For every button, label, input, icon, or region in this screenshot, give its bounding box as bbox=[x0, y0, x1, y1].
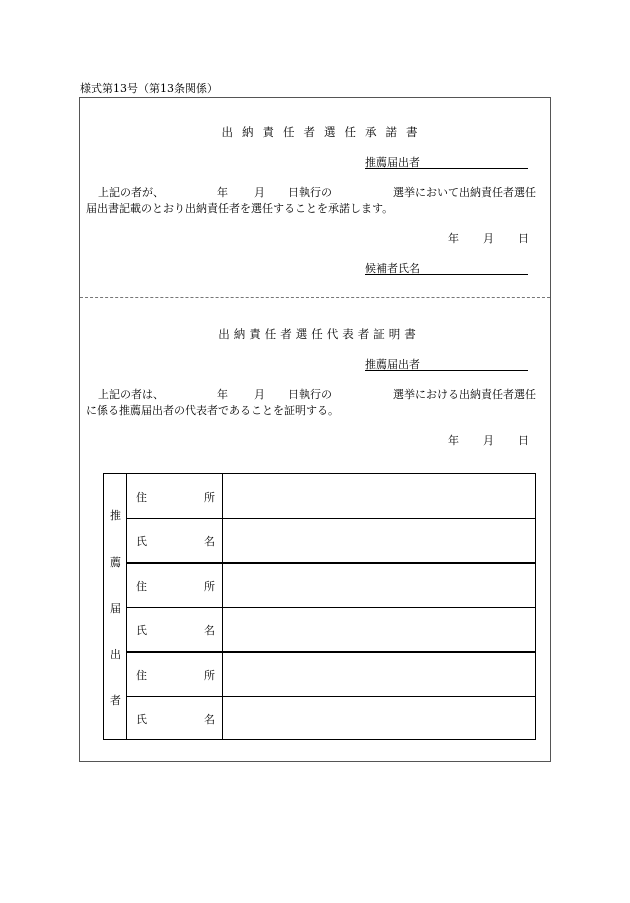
form-frame bbox=[79, 97, 551, 762]
address-label: 住 bbox=[136, 669, 147, 682]
acceptance-recommender-line[interactable] bbox=[365, 168, 528, 169]
acceptance-body-line2: 届出書記載のとおり出納責任者を選任することを承諾します。 bbox=[86, 202, 394, 215]
acceptance-body-day-exec: 日執行の bbox=[288, 186, 332, 199]
row-divider bbox=[127, 607, 535, 608]
address-label: 所 bbox=[204, 491, 215, 504]
name-label: 氏 bbox=[136, 535, 147, 548]
candidate-name-label: 候補者氏名 bbox=[365, 262, 420, 275]
group-divider bbox=[127, 562, 535, 564]
certificate-body-month: 月 bbox=[254, 388, 265, 401]
acceptance-body-year: 年 bbox=[217, 186, 228, 199]
address-label: 住 bbox=[136, 491, 147, 504]
certificate-body-year: 年 bbox=[217, 388, 228, 401]
vertical-label-char: 者 bbox=[110, 694, 121, 707]
name-label: 名 bbox=[204, 535, 215, 548]
form-number: 様式第13号（第13条関係） bbox=[80, 82, 218, 95]
acceptance-body-election: 選挙において出納責任者選任 bbox=[393, 186, 536, 199]
candidate-name-line[interactable] bbox=[365, 274, 528, 275]
acceptance-body-a: 上記の者が、 bbox=[98, 186, 164, 199]
certificate-title: 出納責任者選任代表者証明書 bbox=[218, 327, 420, 341]
certificate-body-a: 上記の者は、 bbox=[98, 388, 164, 401]
recommender-vertical-label bbox=[104, 474, 127, 739]
acceptance-body-month: 月 bbox=[254, 186, 265, 199]
certificate-body-day-exec: 日執行の bbox=[288, 388, 332, 401]
certificate-recommender-label: 推薦届出者 bbox=[365, 358, 420, 371]
vertical-label-char: 推 bbox=[110, 509, 121, 522]
certificate-body-line2: に係る推薦届出者の代表者であることを証明する。 bbox=[86, 404, 339, 417]
recommender-table bbox=[103, 473, 536, 740]
address-label: 所 bbox=[204, 580, 215, 593]
name-label: 名 bbox=[204, 713, 215, 726]
row-divider bbox=[127, 696, 535, 697]
name-label: 氏 bbox=[136, 713, 147, 726]
acceptance-title: 出納責任者選任承諾書 bbox=[221, 125, 427, 139]
certificate-date-month: 月 bbox=[483, 434, 494, 447]
section-divider bbox=[80, 297, 550, 298]
vertical-label-char: 薦 bbox=[110, 556, 121, 569]
name-label: 氏 bbox=[136, 624, 147, 637]
acceptance-date-year: 年 bbox=[448, 232, 459, 245]
vertical-label-char: 届 bbox=[110, 602, 121, 615]
certificate-recommender-line[interactable] bbox=[365, 370, 528, 371]
group-divider bbox=[127, 651, 535, 653]
name-label: 名 bbox=[204, 624, 215, 637]
acceptance-date-month: 月 bbox=[483, 232, 494, 245]
acceptance-date-day: 日 bbox=[518, 232, 529, 245]
row-divider bbox=[127, 518, 535, 519]
certificate-date-day: 日 bbox=[518, 434, 529, 447]
certificate-body-election: 選挙における出納責任者選任 bbox=[393, 388, 536, 401]
address-label: 住 bbox=[136, 580, 147, 593]
acceptance-recommender-label: 推薦届出者 bbox=[365, 156, 420, 169]
vertical-label-char: 出 bbox=[110, 648, 121, 661]
address-label: 所 bbox=[204, 669, 215, 682]
certificate-date-year: 年 bbox=[448, 434, 459, 447]
